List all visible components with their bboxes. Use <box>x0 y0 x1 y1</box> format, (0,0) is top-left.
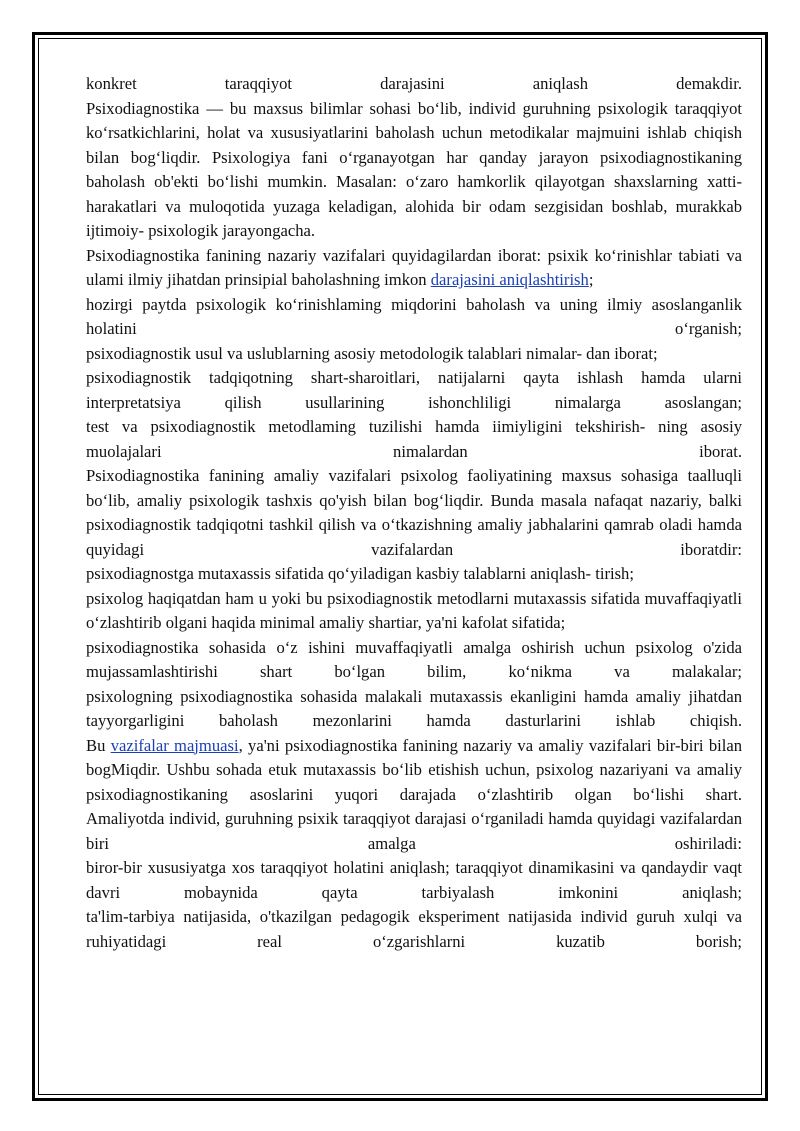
paragraph <box>86 342 742 367</box>
paragraph-text: psixodiagnostika sohasida o‘z ishini muvaffaqiyatli amalga oshirish uchun psixolog o'zida mujassamlashtirishi shart bo‘lgan bilim, ko‘nikma va malakalar; <box>86 637 742 681</box>
paragraph-text: konkret taraqqiyot darajasini aniqlash demakdir. <box>86 74 742 93</box>
paragraph-text: ta'lim-tarbiya natijasida, o'tkazilgan pedagogik eksperiment natijasida individ guruh xulqi va ruhiyatidagi real o‘zgarishlarni kuzatib borish; <box>86 907 742 951</box>
paragraph-text: biror-bir xususiyatga xos taraqqiyot holatini aniqlash; taraqqiyot dinamikasini va qandaydir vaqt davri mobaynida qayta tarbiyalash imkonini aniqlash; <box>86 858 742 902</box>
paragraph <box>86 415 742 464</box>
paragraph-text: Psixodiagnostika fanining amaliy vazifalari psixolog faoliyatining maxsus sohasiga taalluqli bo‘lib, amaliy psixologik tashxis qo'yish bilan bog‘liqdir. Bunda masala nafaqat nazariy, balki psixodiagnostik tadqiqotni tashkil qilish va o‘tkazishning amaliy jabhalarini qamrab oladi hamda quyidagi vazifalardan iboratdir: <box>86 466 742 559</box>
paragraph-text: test va psixodiagnostik metodlaming tuzilishi hamda iimiyligini tekshirish- ning asosiy muolajalari nimalardan iborat. <box>86 417 742 461</box>
paragraph-text: Amaliyotda individ, guruhning psixik taraqqiyot darajasi o‘rganiladi hamda quyidagi vazifalardan biri amalga oshiriladi: <box>86 809 742 853</box>
paragraph <box>86 685 742 734</box>
paragraph-text: psixodiagnostik usul va uslublarning asosiy metodologik talablari nimalar- dan iborat; <box>86 343 658 363</box>
paragraph <box>86 97 742 244</box>
paragraph-text: psixolog haqiqatdan ham u yoki bu psixodiagnostik metodlarni mutaxassis sifatida muvaffaqiyatli o‘zlashtirib olgani haqida minimal amaliy shartiar, ya'ni kafolat sifatida; <box>86 588 742 632</box>
paragraph <box>86 72 742 97</box>
paragraph-text: Bu <box>86 735 111 755</box>
paragraph <box>86 293 742 342</box>
paragraph-text-tail: ; <box>588 270 594 289</box>
inline-link[interactable]: darajasini aniqlashtirish <box>430 270 589 289</box>
paragraph <box>86 734 742 808</box>
document-body <box>86 72 742 954</box>
paragraph <box>86 366 742 415</box>
paragraph <box>86 244 742 293</box>
paragraph-text: psixodiagnostga mutaxassis sifatida qo‘yiladigan kasbiy talablarni aniqlash- tirish; <box>86 564 634 583</box>
inline-link[interactable]: vazifalar majmuasi <box>110 735 239 755</box>
paragraph-text: psixologning psixodiagnostika sohasida malakali mutaxassis ekanligini hamda amaliy jihatdan tayyorgarligini baholash mezonlarini hamda dasturlarini ishlab chiqish. <box>86 686 742 730</box>
paragraph <box>86 587 742 636</box>
paragraph-text-tail: , ya'ni psixodiagnostika fanining nazariy va amaliy vazifalari bir-biri bilan bogMiqdir. Ushbu sohada etuk mutaxassis bo‘lib etishish uchun, psixolog nazariyani va amaliy psixodiagnostikaning asoslarini yuqori darajada o‘zlashtirib olgan bo‘lishi shart. <box>86 735 743 804</box>
paragraph-text: Psixodiagnostika fanining nazariy vazifalari quyidagilardan iborat: psixik ko‘rinishlar tabiati va ulami ilmiy jihatdan prinsipial baholashning imkon <box>86 245 742 289</box>
paragraph <box>86 464 742 562</box>
paragraph-text: hozirgi paytda psixologik ko‘rinishlaming miqdorini baholash va uning ilmiy asoslanganlik holatini o‘rganish; <box>86 294 742 338</box>
paragraph-text: Psixodiagnostika — bu maxsus bilimlar sohasi bo‘lib, individ guruhning psixologik taraqqiyot ko‘rsatkichlarini, holat va xususiyatlarini baholash uchun metodikalar majmuini ishlab chiqish bilan bog‘liqdir. Psixologiya fani o‘rganayotgan har qanday jarayon psixodiagnostikaning baholash ob'ekti bo‘lishi mumkin. Masalan: o‘zaro hamkorlik qilayotgan shaxslarning xatti-harakatlari va muloqotida yuzaga keladigan, alohida bir odam sezgisidan boshlab, murakkab ijtimoiy- psixologik jarayongacha. <box>86 98 742 240</box>
paragraph <box>86 807 742 856</box>
paragraph <box>86 636 742 685</box>
paragraph <box>86 562 742 587</box>
paragraph <box>86 905 742 954</box>
paragraph-text: psixodiagnostik tadqiqotning shart-sharoitlari, natijalarni qayta ishlash hamda ularni interpretatsiya qilish usullarining ishonchliligi nimalarga asoslangan; <box>86 368 742 412</box>
paragraph <box>86 856 742 905</box>
